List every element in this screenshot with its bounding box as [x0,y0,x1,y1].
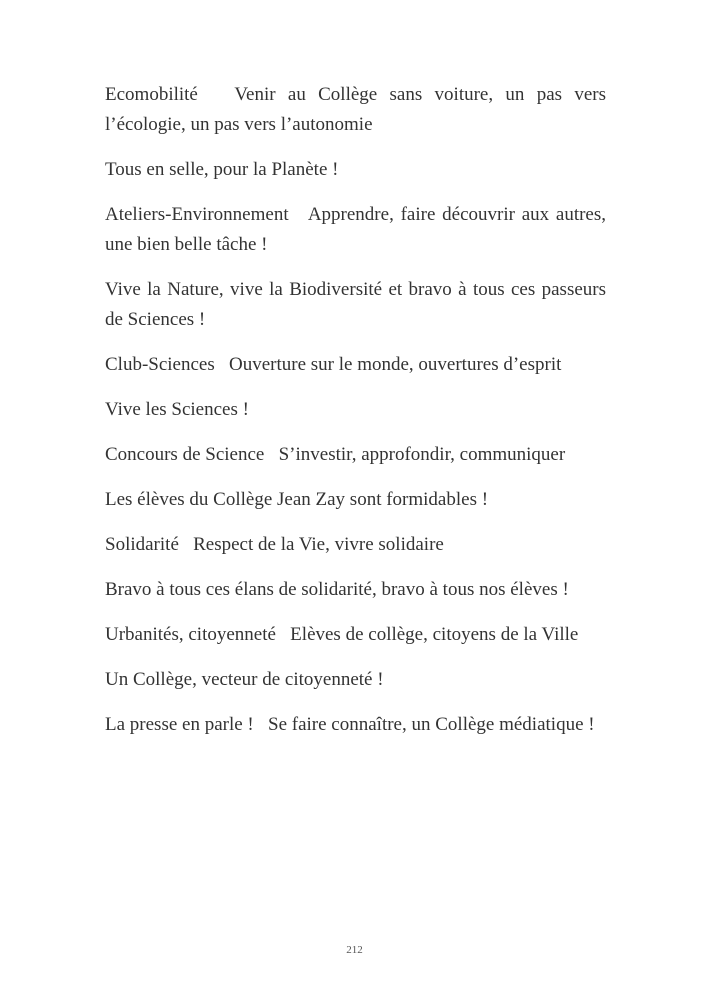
paragraph: Vive les Sciences ! [105,399,249,420]
paragraph: Bravo à tous ces élans de solidarité, bravo à tous nos élèves ! [105,579,569,600]
paragraph: Tous en selle, pour la Planète ! [105,159,339,180]
paragraph: Ateliers-Environnement Apprendre, faire découvrir aux autres, une bien belle tâche ! [105,204,606,255]
paragraph: Un Collège, vecteur de citoyenneté ! [105,669,384,690]
paragraph: Ecomobilité Venir au Collège sans voiture, un pas vers l’écologie, un pas vers l’autonomie [105,84,606,135]
paragraph: La presse en parle ! Se faire connaître, un Collège médiatique ! [105,714,595,735]
page-number: 212 [346,944,363,956]
paragraph: Urbanités, citoyenneté Elèves de collège, citoyens de la Ville [105,624,579,645]
paragraph: Les élèves du Collège Jean Zay sont formidables ! [105,489,489,510]
paragraph: Solidarité Respect de la Vie, vivre solidaire [105,534,444,555]
paragraph: Club-Sciences Ouverture sur le monde, ouvertures d’esprit [105,354,562,375]
text-column [105,80,606,755]
paragraph: Vive la Nature, vive la Biodiversité et bravo à tous ces passeurs de Sciences ! [105,279,606,330]
paragraph: Concours de Science S’investir, approfondir, communiquer [105,444,566,465]
